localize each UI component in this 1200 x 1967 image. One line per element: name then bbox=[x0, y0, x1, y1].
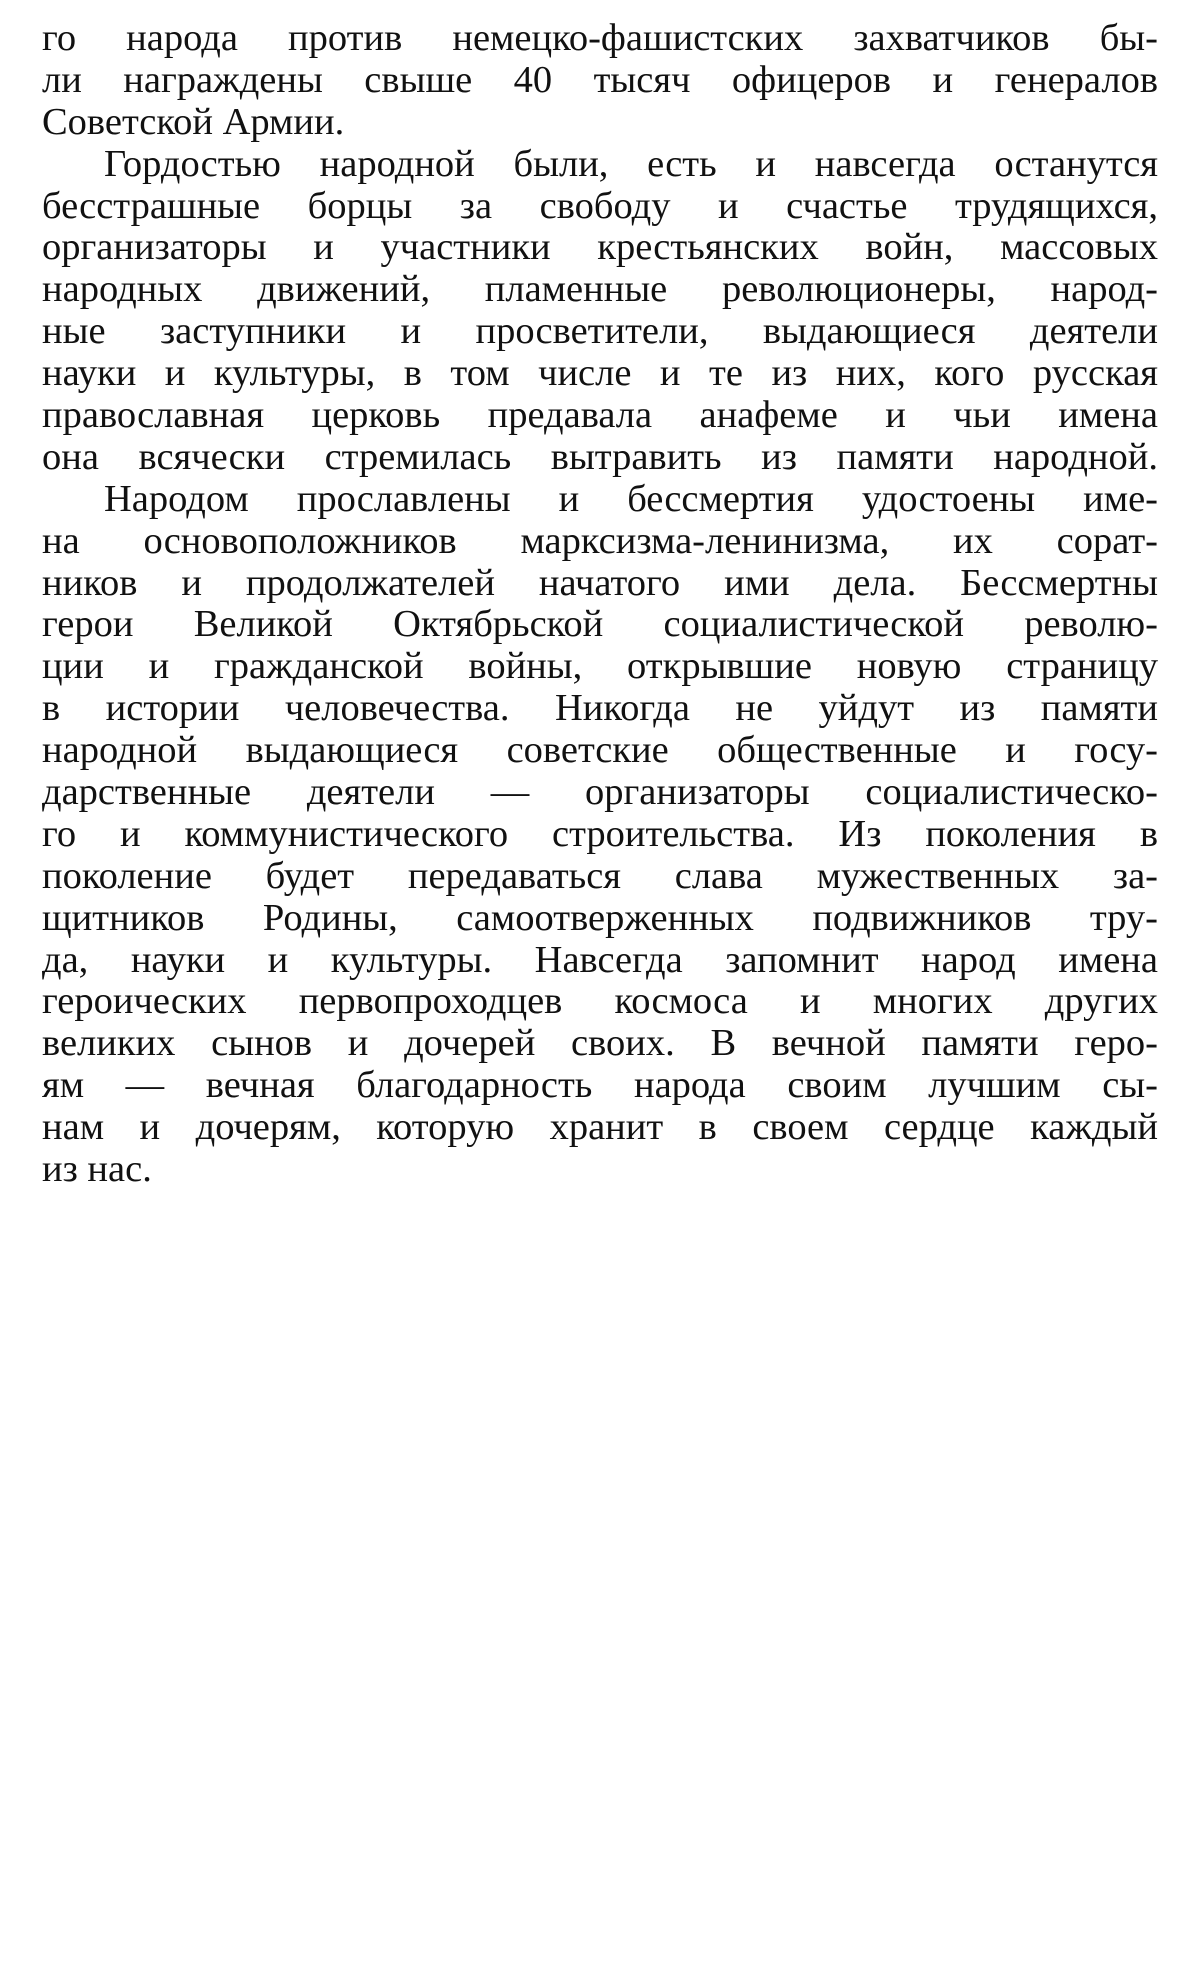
text-line: герои Великой Октябрьской социалистической револю- bbox=[42, 604, 1158, 646]
text-line: Гордостью народной были, есть и навсегда останутся bbox=[104, 143, 1158, 185]
text-line: Народом прославлены и бессмертия удостоены име- bbox=[104, 478, 1158, 520]
text-line: да, науки и культуры. Навсегда запомнит народ имена bbox=[42, 939, 1158, 981]
text-line: на основоположников марксизма-ленинизма, их сорат- bbox=[42, 520, 1158, 562]
text-line: дарственные деятели — организаторы социалистическо- bbox=[42, 772, 1158, 814]
text-line: Советской Армии. bbox=[42, 101, 345, 143]
paragraph-1 bbox=[42, 18, 1158, 144]
text-line: героических первопроходцев космоса и многих других bbox=[42, 981, 1158, 1023]
text-line: ции и гражданской войны, открывшие новую страницу bbox=[42, 646, 1158, 688]
text-line: ям — вечная благодарность народа своим лучшим сы- bbox=[42, 1065, 1158, 1107]
text-line: великих сынов и дочерей своих. В вечной памяти геро- bbox=[42, 1023, 1158, 1065]
text-line: ников и продолжателей начатого ими дела. Бессмертны bbox=[42, 562, 1158, 604]
text-line: в истории человечества. Никогда не уйдут из памяти bbox=[42, 688, 1158, 730]
text-line: православная церковь предавала анафеме и чьи имена bbox=[42, 395, 1158, 437]
text-line: поколение будет передаваться слава мужественных за- bbox=[42, 855, 1158, 897]
paragraph-2 bbox=[42, 144, 1158, 479]
text-line: народных движений, пламенные революционеры, народ- bbox=[42, 269, 1158, 311]
text-line: из нас. bbox=[42, 1149, 152, 1191]
text-line: народной выдающиеся советские общественные и госу- bbox=[42, 730, 1158, 772]
text-line: го народа против немецко-фашистских захватчиков бы- bbox=[42, 18, 1158, 59]
text-line: бесстрашные борцы за свободу и счастье трудящихся, bbox=[42, 185, 1158, 227]
text-line: нам и дочерям, которую хранит в своем сердце каждый bbox=[42, 1107, 1158, 1149]
text-line: науки и культуры, в том числе и те из них, кого русская bbox=[42, 353, 1158, 395]
text-line: организаторы и участники крестьянских войн, массовых bbox=[42, 227, 1158, 269]
text-line: щитников Родины, самоотверженных подвижников тру- bbox=[42, 897, 1158, 939]
text-line: она всячески стремилась вытравить из памяти народной. bbox=[42, 436, 1158, 478]
text-line: ли награждены свыше 40 тысяч офицеров и генералов bbox=[42, 59, 1158, 101]
text-line: ные заступники и просветители, выдающиеся деятели bbox=[42, 311, 1158, 353]
text-line: го и коммунистического строительства. Из поколения в bbox=[42, 813, 1158, 855]
paragraph-3 bbox=[42, 479, 1158, 1191]
page-text bbox=[42, 18, 1158, 1191]
